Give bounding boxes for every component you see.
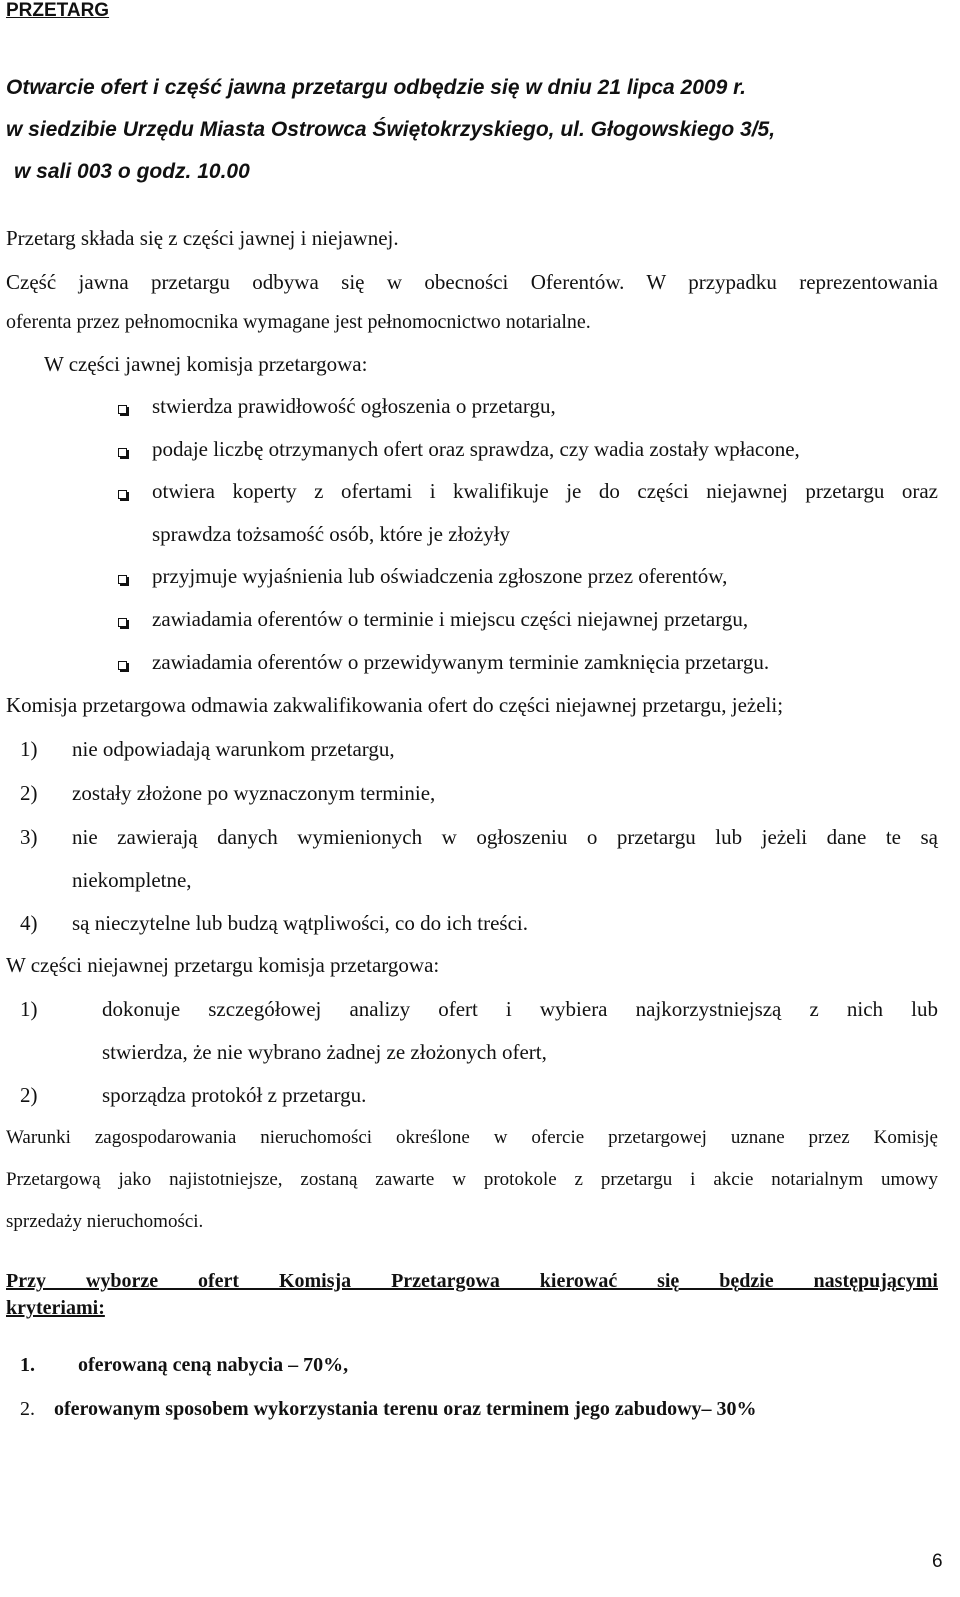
conditions-line-3: sprzedaży nieruchomości. [6,1211,204,1232]
criteria-item-text: oferowanym sposobem wykorzystania terenu oraz terminem jego zabudowy– 30% [54,1398,757,1420]
page-number: 6 [932,1551,943,1572]
checkbox-bullet-icon [118,618,127,627]
refusal-item-number: 4) [20,911,38,935]
checkbox-bullet-icon [118,448,127,457]
refusal-item-number: 3) [20,825,38,849]
refusal-item-text: są nieczytelne lub budzą wątpliwości, co do ich treści. [72,911,529,935]
conditions-line-2: Przetargową jako najistotniejsze, zostaną zawarte w protokole z przetargu i akcie notarialnym umowy [6,1169,938,1190]
intro-line-3: w sali 003 o godz. 10.00 [14,160,250,183]
checkbox-bullet-icon [118,661,127,670]
refusal-item-text: nie zawierają danych wymienionych w ogłoszeniu o przetargu lub jeżeli dane te są [72,825,938,849]
public-part-item: podaje liczbę otrzymanych ofert oraz sprawdza, czy wadia zostały wpłacone, [152,437,800,461]
page-title: PRZETARG [6,0,110,21]
nonpublic-item-number: 2) [20,1083,38,1107]
nonpublic-part-heading: W części niejawnej przetargu komisja przetargowa: [6,953,440,977]
intro-line-2: w siedzibie Urzędu Miasta Ostrowca Świętokrzyskiego, ul. Głogowskiego 3/5, [6,118,776,141]
criteria-item-number: 2. [20,1398,35,1420]
public-part-heading: W części jawnej komisja przetargowa: [44,352,368,376]
nonpublic-item-text: dokonuje szczegółowej analizy ofert i wybiera najkorzystniejszą z nich lub [102,997,938,1021]
refusal-item-number: 1) [20,737,38,761]
public-part-item: zawiadamia oferentów o przewidywanym terminie zamknięcia przetargu. [152,650,770,674]
refusal-item-continuation: niekompletne, [72,868,192,892]
nonpublic-item-number: 1) [20,997,38,1021]
nonpublic-item-text: sporządza protokół z przetargu. [102,1083,367,1107]
refusal-item-text: zostały złożone po wyznaczonym terminie, [72,781,436,805]
public-part-item: przyjmuje wyjaśnienia lub oświadczenia zgłoszone przez oferentów, [152,564,728,588]
refusal-item-text: nie odpowiadają warunkom przetargu, [72,737,395,761]
refusal-item-number: 2) [20,781,38,805]
criteria-heading: Przy wyborze ofert Komisja Przetargowa kierować się będzie następującymi [6,1270,938,1292]
refusal-heading: Komisja przetargowa odmawia zakwalifikowania ofert do części niejawnej przetargu, jeżeli; [6,693,784,717]
paragraph-presence-line-2: oferenta przez pełnomocnika wymagane jest pełnomocnictwo notarialne. [6,311,591,333]
checkbox-bullet-icon [118,575,127,584]
paragraph-parts: Przetarg składa się z części jawnej i niejawnej. [6,226,399,250]
conditions-line-1: Warunki zagospodarowania nieruchomości określone w ofercie przetargowej uznane przez Komisję [6,1127,938,1148]
checkbox-bullet-icon [118,405,127,414]
paragraph-presence-line-1: Część jawna przetargu odbywa się w obecności Oferentów. W przypadku reprezentowania [6,270,938,294]
public-part-item-continuation: sprawdza tożsamość osób, które je złożyły [152,522,511,546]
public-part-item: stwierdza prawidłowość ogłoszenia o przetargu, [152,394,556,418]
public-part-item: zawiadamia oferentów o terminie i miejscu części niejawnej przetargu, [152,607,749,631]
criteria-heading-continuation: kryteriami: [6,1297,105,1319]
criteria-item-text: oferowaną ceną nabycia – 70%, [78,1354,349,1376]
criteria-item-number: 1. [20,1354,35,1376]
intro-line-1: Otwarcie ofert i część jawna przetargu odbędzie się w dniu 21 lipca 2009 r. [6,76,746,99]
nonpublic-item-continuation: stwierdza, że nie wybrano żadnej ze złożonych ofert, [102,1040,547,1064]
checkbox-bullet-icon [118,490,127,499]
public-part-item: otwiera koperty z ofertami i kwalifikuje je do części niejawnej przetargu oraz [152,479,938,503]
